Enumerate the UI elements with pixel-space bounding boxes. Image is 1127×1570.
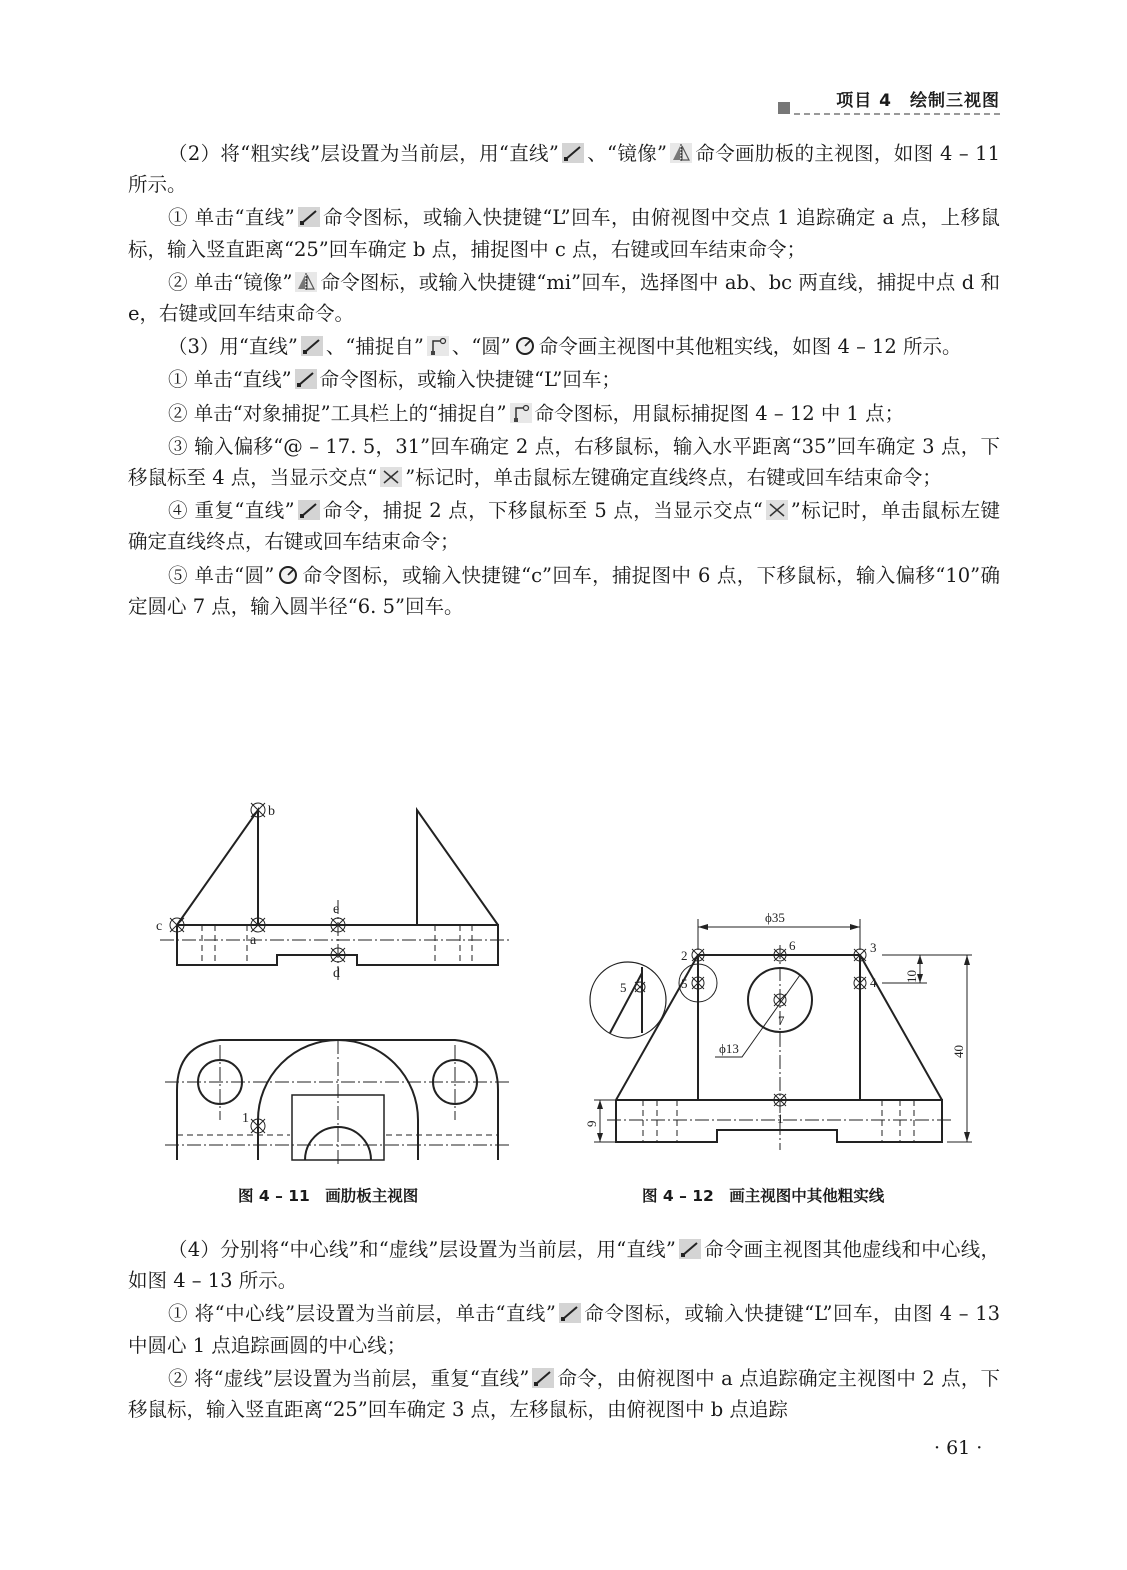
- page-number: · 61 ·: [934, 1437, 983, 1459]
- figure-4-11-caption: 图 4 – 11 画肋板主视图: [238, 1187, 419, 1205]
- figure-4-11-drawing: [150, 790, 525, 1165]
- label-3: 3: [870, 940, 877, 955]
- label-7: 7: [778, 1013, 785, 1028]
- hidden-lines: [202, 925, 472, 965]
- label-1: 1: [777, 1111, 784, 1126]
- paragraph-step3-2: [128, 398, 1000, 429]
- body-text-bottom: [128, 1234, 1000, 1425]
- snap-markers-right: [635, 949, 866, 1106]
- circle-icon: [514, 336, 536, 356]
- dim-phi13: ϕ13: [719, 1041, 739, 1056]
- rib-right: [417, 810, 498, 925]
- paragraph-step3-1: [128, 364, 1000, 395]
- rib-left: [177, 810, 258, 925]
- mirror-icon: [670, 143, 692, 163]
- paragraph-step3: [128, 331, 1000, 362]
- text-run: 命令，由俯视图中 a 点追踪确定主视图中 2 点，下移鼠标，输入竖直距离“25”回车确定 3 点，左移鼠标，由俯视图中 b 点追踪: [128, 1366, 1001, 1422]
- text-run: ② 将“虚线”层设置为当前层，重复“直线”: [168, 1366, 530, 1390]
- header-rule: [794, 113, 1000, 115]
- paragraph-step3-4: [128, 495, 1000, 557]
- intersection-marker-icon: [766, 500, 788, 520]
- text-run: 命令画主视图其他虚线和中心线，如图 4 – 13 所示。: [128, 1238, 1000, 1293]
- header-title: 项目 4 绘制三视图: [836, 91, 1000, 111]
- paragraph-step4-2: [128, 1363, 1000, 1425]
- intersection-marker-icon: [380, 467, 402, 487]
- dim-9: 9: [584, 1120, 599, 1127]
- text-run: （4）分别将“中心线”和“虚线”层设置为当前层，用“直线”: [168, 1238, 676, 1261]
- label-a: a: [250, 933, 257, 948]
- label-5-detail: 5: [620, 980, 627, 995]
- label-c: c: [156, 919, 163, 934]
- line-icon: [298, 500, 320, 520]
- body-text-top: [128, 138, 1000, 622]
- text-run: ”标记时，单击鼠标左键确定直线终点，右键或回车结束命令；: [405, 466, 942, 490]
- mirror-icon: [295, 272, 317, 292]
- text-run: 命令画主视图中其他粗实线，如图 4 – 12 所示。: [538, 335, 962, 359]
- line-icon: [532, 1368, 554, 1388]
- line-icon: [559, 1303, 581, 1323]
- text-run: ⑤ 单击“圆”: [168, 563, 275, 587]
- label-1: 1: [242, 1111, 249, 1126]
- line-icon: [295, 369, 317, 389]
- text-run: 命令图标，或输入快捷键“L”回车，由图 4 – 13 中圆心 1 点追踪画圆的中心线；: [128, 1302, 1001, 1357]
- text-run: 命令图标，或输入快捷键“L”回车，由俯视图中交点 1 追踪确定 a 点，上移鼠标，输入竖直距离“25”回车确定 b 点，捕捉图中 c 点，右键或回车结束命令；: [128, 206, 1001, 261]
- dim-10: 10: [904, 970, 919, 983]
- label-4: 4: [870, 975, 877, 990]
- text-run: 、“圆”: [451, 335, 511, 359]
- text-run: 命令画肋板的主视图，如图 4 – 11 所示。: [128, 142, 1000, 197]
- header-marker: [778, 102, 790, 114]
- label-e: e: [333, 902, 340, 917]
- text-run: 命令，捕捉 2 点，下移鼠标至 5 点，当显示交点“: [322, 499, 763, 523]
- text-run: 、“镜像”: [586, 142, 668, 165]
- text-run: ”标记时，单击鼠标左键确定直线终点，右键或回车结束命令；: [128, 499, 1000, 554]
- line-icon: [679, 1239, 701, 1259]
- text-run: 、“捕捉自”: [325, 335, 424, 359]
- line-icon: [562, 143, 584, 163]
- text-run: 命令图标，或输入快捷键“mi”回车，选择图中 ab、bc 两直线，捕捉中点 d 和 e，右键或回车结束命令。: [128, 270, 1000, 326]
- dim-phi35: ϕ35: [765, 910, 785, 925]
- text-run: （3）用“直线”: [168, 335, 298, 359]
- text-run: ① 将“中心线”层设置为当前层，单击“直线”: [168, 1302, 556, 1326]
- text-run: ④ 重复“直线”: [168, 499, 295, 523]
- figure-4-12-drawing: [582, 905, 987, 1155]
- paragraph-step2-2: [128, 267, 1000, 329]
- paragraph-step3-3: [128, 431, 1000, 493]
- figure-4-12-caption: 图 4 – 12 画主视图中其他粗实线: [642, 1187, 885, 1205]
- text-run: （2）将“粗实线”层设置为当前层，用“直线”: [168, 142, 559, 165]
- paragraph-step2-1: [128, 202, 1000, 264]
- text-run: ③ 输入偏移“@ – 17. 5，31”回车确定 2 点，右移鼠标，输入水平距离“35”回车确定 3 点，下移鼠标至 4 点，当显示交点“: [128, 434, 1000, 490]
- paragraph-step3-5: [128, 560, 1000, 622]
- text-run: 命令图标，或输入快捷键“c”回车，捕捉图中 6 点，下移鼠标，输入偏移“10”确定圆心 7 点，输入圆半径“6. 5”回车。: [128, 563, 1000, 618]
- text-run: ② 单击“对象捕捉”工具栏上的“捕捉自”: [168, 401, 507, 425]
- paragraph-step4-1: [128, 1298, 1000, 1360]
- text-run: ② 单击“镜像”: [168, 270, 293, 294]
- label-b: b: [268, 804, 275, 819]
- snap-from-icon: [510, 403, 532, 423]
- label-2: 2: [681, 948, 688, 963]
- text-run: 命令图标，用鼠标捕捉图 4 – 12 中 1 点；: [534, 401, 905, 425]
- label-d: d: [333, 966, 340, 981]
- text-run: ① 单击“直线”: [168, 368, 292, 392]
- paragraph-step2: [128, 138, 1000, 200]
- dim-40: 40: [951, 1045, 966, 1058]
- text-run: ① 单击“直线”: [168, 206, 295, 230]
- line-icon: [301, 336, 323, 356]
- line-icon: [298, 207, 320, 227]
- label-5: 5: [681, 976, 688, 991]
- text-run: 命令图标，或输入快捷键“L”回车；: [319, 368, 621, 392]
- label-6: 6: [789, 938, 796, 953]
- snap-from-icon: [427, 336, 449, 356]
- running-header: [778, 82, 1000, 122]
- paragraph-step4: [128, 1234, 1000, 1296]
- circle-icon: [277, 565, 299, 585]
